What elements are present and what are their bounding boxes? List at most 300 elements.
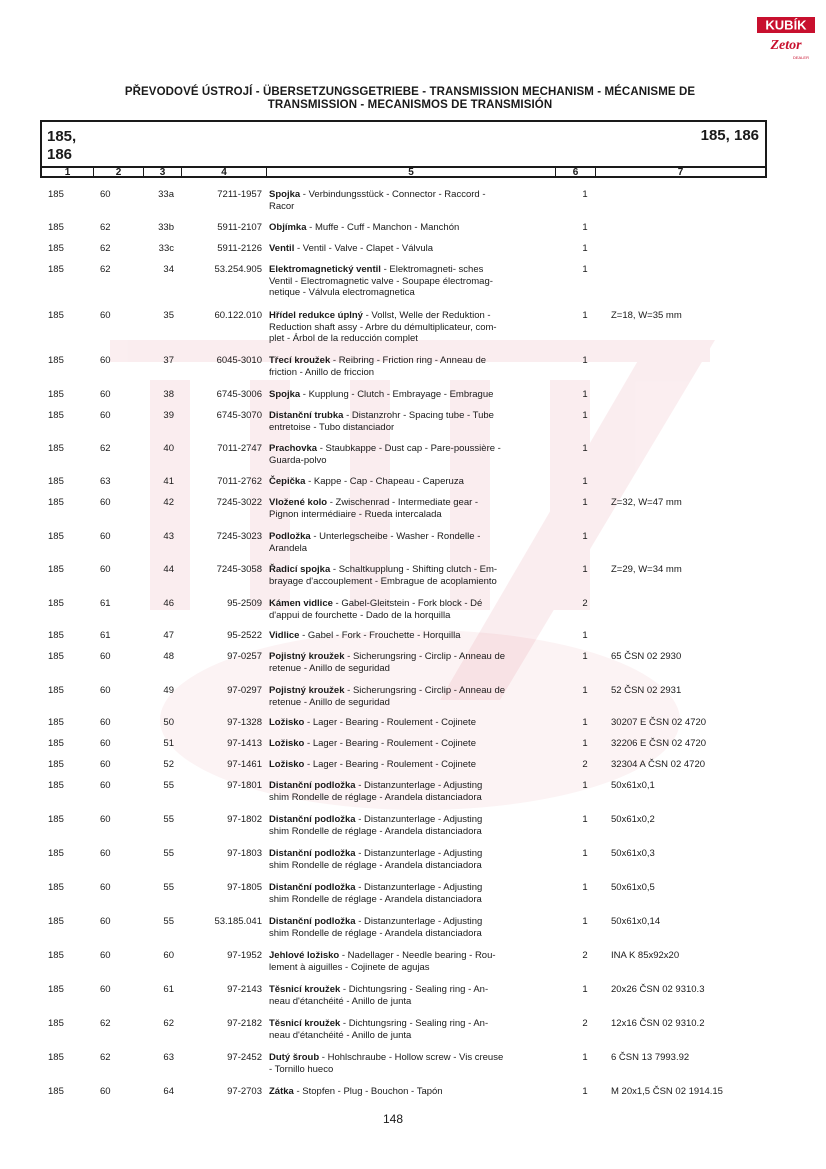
- part-translations: - Sicherungsring - Circlip - Anneau de: [344, 685, 506, 696]
- cell-group: 60: [100, 355, 111, 366]
- cell-part-number: 53.185.041: [214, 916, 262, 927]
- part-translations: - Nadellager - Needle bearing - Rou-: [339, 950, 496, 961]
- cell-quantity: 1: [582, 310, 588, 321]
- cell-note: 50x61x0,14: [611, 916, 661, 927]
- cell-description: [269, 310, 559, 345]
- cell-position: 62: [163, 1018, 174, 1029]
- cell-quantity: 1: [582, 443, 588, 454]
- part-translations: - Sicherungsring - Circlip - Anneau de: [344, 651, 506, 662]
- section-number-right: 185, 186: [700, 127, 759, 144]
- cell-figure: 185: [48, 443, 64, 454]
- cell-description: [269, 882, 559, 905]
- cell-figure: 185: [48, 598, 64, 609]
- cell-part-number: 97-1328: [227, 717, 262, 728]
- part-translations: - Verbindungsstück - Connector - Raccord -: [300, 189, 486, 200]
- part-name: Čepička: [269, 476, 306, 487]
- cell-part-number: 6745-3070: [216, 410, 262, 421]
- part-translations: - Kappe - Cap - Chapeau - Caperuza: [305, 476, 464, 487]
- cell-group: 60: [100, 651, 111, 662]
- cell-position: 64: [163, 1086, 174, 1097]
- cell-figure: 185: [48, 1052, 64, 1063]
- cell-group: 60: [100, 882, 111, 893]
- cell-figure: 185: [48, 759, 64, 770]
- cell-description: [269, 189, 559, 212]
- cell-part-number: 7211-1957: [217, 189, 262, 200]
- cell-part-number: 5911-2107: [217, 222, 262, 233]
- cell-group: 61: [100, 630, 111, 641]
- cell-group: 60: [100, 780, 111, 791]
- cell-part-number: 6745-3006: [216, 389, 262, 400]
- cell-group: 60: [100, 564, 111, 575]
- part-name: Distanční podložka: [269, 882, 356, 893]
- cell-description: [269, 780, 559, 803]
- cell-quantity: 1: [582, 476, 588, 487]
- section-header: [40, 120, 767, 168]
- cell-description: [269, 389, 559, 401]
- part-translations-continued: Guarda-polvo: [269, 454, 327, 466]
- cell-position: 48: [163, 651, 174, 662]
- part-translations: - Distanzunterlage - Adjusting: [355, 848, 483, 859]
- part-name: Zátka: [269, 1086, 294, 1097]
- kubik-zetor-logo: [755, 15, 817, 63]
- column-header-3: 3: [144, 168, 182, 176]
- cell-figure: 185: [48, 882, 64, 893]
- page-title: [80, 86, 740, 112]
- part-translations-continued: shim Rondelle de réglage - Arandela distanciadora: [269, 791, 482, 803]
- cell-position: 33b: [158, 222, 174, 233]
- part-translations-continued: shim Rondelle de réglage - Arandela distanciadora: [269, 893, 482, 905]
- cell-note: 50x61x0,3: [611, 848, 655, 859]
- part-name: Vložené kolo: [269, 497, 328, 508]
- cell-quantity: 1: [582, 848, 588, 859]
- cell-group: 60: [100, 717, 111, 728]
- cell-figure: 185: [48, 410, 64, 421]
- cell-description: [269, 222, 559, 234]
- cell-description: [269, 651, 559, 674]
- part-name: Podložka: [269, 531, 311, 542]
- cell-quantity: 2: [582, 950, 588, 961]
- cell-group: 63: [100, 476, 111, 487]
- part-translations: - Unterlegscheibe - Washer - Rondelle -: [310, 531, 481, 542]
- part-translations-continued: brayage d'accouplement - Embrague de acoplamiento: [269, 575, 497, 587]
- part-translations: - Muffe - Cuff - Manchon - Manchón: [306, 222, 460, 233]
- part-translations: - Elektromagneti- sches: [380, 264, 484, 275]
- cell-quantity: 1: [582, 882, 588, 893]
- cell-quantity: 1: [582, 389, 588, 400]
- cell-description: [269, 443, 559, 466]
- cell-figure: 185: [48, 1018, 64, 1029]
- column-header-7: 7: [677, 167, 684, 178]
- cell-part-number: 97-1413: [227, 738, 262, 749]
- cell-figure: 185: [48, 950, 64, 961]
- cell-description: [269, 564, 559, 587]
- cell-description: [269, 717, 559, 729]
- part-translations: - Distanzunterlage - Adjusting: [355, 916, 483, 927]
- part-translations-continued: retenue - Anillo de seguridad: [269, 696, 390, 708]
- part-translations-continued: lement à aiguilles - Cojinete de agujas: [269, 961, 430, 973]
- svg-text:Zetor: Zetor: [770, 38, 802, 53]
- cell-part-number: 7011-2762: [217, 476, 262, 487]
- part-name: Objímka: [269, 222, 307, 233]
- cell-figure: 185: [48, 717, 64, 728]
- cell-note: Z=18, W=35 mm: [611, 310, 682, 321]
- cell-note: 6 ČSN 13 7993.92: [611, 1052, 690, 1063]
- cell-group: 60: [100, 189, 111, 200]
- cell-position: 60: [163, 950, 174, 961]
- cell-note: 20x26 ČSN 02 9310.3: [611, 984, 705, 995]
- part-name: Distanční trubka: [269, 410, 344, 421]
- cell-figure: 185: [48, 310, 64, 321]
- cell-part-number: 97-1803: [227, 848, 262, 859]
- cell-figure: 185: [48, 389, 64, 400]
- cell-note: Z=29, W=34 mm: [611, 564, 682, 575]
- cell-part-number: 60.122.010: [214, 310, 262, 321]
- part-name: Distanční podložka: [269, 780, 356, 791]
- cell-figure: 185: [48, 848, 64, 859]
- cell-position: 50: [163, 717, 174, 728]
- part-translations-continued: Racor: [269, 200, 295, 212]
- column-header-4: 4: [182, 168, 267, 176]
- cell-group: 62: [100, 1052, 111, 1063]
- cell-part-number: 97-2452: [227, 1052, 262, 1063]
- cell-part-number: 7245-3022: [216, 497, 262, 508]
- cell-quantity: 1: [582, 564, 588, 575]
- part-translations: - Distanzunterlage - Adjusting: [355, 882, 483, 893]
- cell-part-number: 53.254.905: [214, 264, 262, 275]
- cell-group: 62: [100, 1018, 111, 1029]
- cell-group: 62: [100, 243, 111, 254]
- cell-group: 60: [100, 738, 111, 749]
- cell-part-number: 95-2509: [227, 598, 262, 609]
- svg-text:DEALER: DEALER: [792, 55, 810, 60]
- part-translations: - Gabel - Fork - Frouchette - Horquilla: [299, 630, 461, 641]
- cell-note: 52 ČSN 02 2931: [611, 685, 682, 696]
- part-name: Těsnicí kroužek: [269, 984, 341, 995]
- cell-figure: 185: [48, 243, 64, 254]
- cell-position: 37: [163, 355, 174, 366]
- part-translations: - Distanzrohr - Spacing tube - Tube: [343, 410, 494, 421]
- cell-figure: 185: [48, 984, 64, 995]
- cell-position: 61: [163, 984, 174, 995]
- cell-figure: 185: [48, 564, 64, 575]
- cell-group: 60: [100, 310, 111, 321]
- part-name: Distanční podložka: [269, 814, 356, 825]
- cell-description: [269, 984, 559, 1007]
- part-translations-continued: d'appui de fourchette - Dado de la horquilla: [269, 609, 451, 621]
- cell-description: [269, 685, 559, 708]
- cell-description: [269, 738, 559, 750]
- cell-group: 60: [100, 389, 111, 400]
- cell-description: [269, 1018, 559, 1041]
- cell-part-number: 97-1801: [227, 780, 262, 791]
- cell-note: Z=32, W=47 mm: [611, 497, 682, 508]
- cell-figure: 185: [48, 531, 64, 542]
- cell-description: [269, 916, 559, 939]
- cell-quantity: 1: [582, 814, 588, 825]
- part-name: Pojistný kroužek: [269, 685, 345, 696]
- cell-note: 50x61x0,1: [611, 780, 655, 791]
- part-translations: - Vollst, Welle der Reduktion -: [362, 310, 491, 321]
- part-name: Třecí kroužek: [269, 355, 331, 366]
- cell-quantity: 1: [582, 1086, 588, 1097]
- cell-part-number: 7245-3023: [216, 531, 262, 542]
- cell-position: 41: [163, 476, 174, 487]
- part-translations-continued: entretoise - Tubo distanciador: [269, 421, 395, 433]
- cell-part-number: 97-2143: [227, 984, 262, 995]
- cell-part-number: 97-1461: [227, 759, 262, 770]
- cell-description: [269, 264, 559, 299]
- cell-figure: 185: [48, 685, 64, 696]
- part-translations: - Schaltkupplung - Shifting clutch - Em-: [330, 564, 498, 575]
- cell-note: M 20x1,5 ČSN 02 1914.15: [611, 1086, 723, 1097]
- part-translations-continued: shim Rondelle de réglage - Arandela distanciadora: [269, 859, 482, 871]
- part-translations-continued: shim Rondelle de réglage - Arandela distanciadora: [269, 927, 482, 939]
- cell-description: [269, 950, 559, 973]
- cell-position: 55: [163, 848, 174, 859]
- part-name: Ložisko: [269, 717, 305, 728]
- cell-part-number: 7245-3058: [216, 564, 262, 575]
- cell-group: 60: [100, 685, 111, 696]
- cell-group: 60: [100, 814, 111, 825]
- cell-quantity: 1: [582, 355, 588, 366]
- part-translations-continued: neau d'étanchéité - Anillo de junta: [269, 995, 412, 1007]
- cell-figure: 185: [48, 355, 64, 366]
- cell-figure: 185: [48, 222, 64, 233]
- cell-note: 65 ČSN 02 2930: [611, 651, 682, 662]
- cell-position: 63: [163, 1052, 174, 1063]
- part-name: Jehlové ložisko: [269, 950, 340, 961]
- svg-text:KUBÍK: KUBÍK: [765, 17, 807, 33]
- cell-quantity: 1: [582, 1052, 588, 1063]
- part-translations-continued: shim Rondelle de réglage - Arandela distanciadora: [269, 825, 482, 837]
- cell-figure: 185: [48, 1086, 64, 1097]
- part-name: Ložisko: [269, 738, 305, 749]
- cell-group: 62: [100, 222, 111, 233]
- part-translations: - Dichtungsring - Sealing ring - An-: [340, 984, 489, 995]
- cell-group: 62: [100, 264, 111, 275]
- part-name: Distanční podložka: [269, 916, 356, 927]
- cell-quantity: 1: [582, 685, 588, 696]
- cell-description: [269, 497, 559, 520]
- part-translations-continued: retenue - Anillo de seguridad: [269, 662, 390, 674]
- part-translations: - Reibring - Friction ring - Anneau de: [330, 355, 487, 366]
- cell-description: [269, 598, 559, 621]
- cell-group: 60: [100, 950, 111, 961]
- section-number-left: 185, 186: [47, 128, 77, 163]
- cell-position: 39: [163, 410, 174, 421]
- cell-group: 61: [100, 598, 111, 609]
- part-translations: - Hohlschraube - Hollow screw - Vis creuse: [319, 1052, 504, 1063]
- part-translations-continued: - Tornillo hueco: [269, 1063, 334, 1075]
- cell-figure: 185: [48, 189, 64, 200]
- part-name: Kámen vidlice: [269, 598, 333, 609]
- cell-note: 12x16 ČSN 02 9310.2: [611, 1018, 705, 1029]
- cell-figure: 185: [48, 264, 64, 275]
- cell-description: [269, 355, 559, 378]
- cell-position: 38: [163, 389, 174, 400]
- cell-quantity: 1: [582, 630, 588, 641]
- cell-quantity: 1: [582, 497, 588, 508]
- cell-group: 60: [100, 1086, 111, 1097]
- cell-figure: 185: [48, 814, 64, 825]
- cell-group: 62: [100, 443, 111, 454]
- part-name: Vidlice: [269, 630, 300, 641]
- cell-position: 42: [163, 497, 174, 508]
- part-translations: - Lager - Bearing - Roulement - Cojinete: [304, 759, 476, 770]
- part-translations: - Distanzunterlage - Adjusting: [355, 814, 483, 825]
- cell-quantity: 2: [582, 1018, 588, 1029]
- cell-figure: 185: [48, 916, 64, 927]
- part-translations: - Kupplung - Clutch - Embrayage - Embrague: [300, 389, 494, 400]
- cell-quantity: 1: [582, 222, 588, 233]
- part-name: Prachovka: [269, 443, 318, 454]
- cell-figure: 185: [48, 476, 64, 487]
- cell-group: 60: [100, 848, 111, 859]
- cell-position: 47: [163, 630, 174, 641]
- cell-group: 60: [100, 410, 111, 421]
- part-translations-continued: Reduction shaft assy - Arbre du démultiplicateur, com-: [269, 321, 497, 333]
- cell-position: 33a: [158, 189, 174, 200]
- cell-position: 49: [163, 685, 174, 696]
- part-translations-continued: Pignon intermédiaire - Rueda intercalada: [269, 508, 442, 520]
- cell-note: 32304 A ČSN 02 4720: [611, 759, 706, 770]
- cell-position: 33c: [158, 243, 174, 254]
- part-translations-continued: Arandela: [269, 542, 308, 554]
- cell-group: 60: [100, 497, 111, 508]
- part-name: Spojka: [269, 189, 301, 200]
- part-name: Ventil: [269, 243, 295, 254]
- cell-figure: 185: [48, 780, 64, 791]
- title-line-2: TRANSMISSION - MECANISMOS DE TRANSMISIÓN: [267, 99, 553, 111]
- cell-position: 55: [163, 814, 174, 825]
- cell-quantity: 2: [582, 598, 588, 609]
- part-translations: - Gabel-Gleitstein - Fork block - Dé: [332, 598, 483, 609]
- cell-position: 35: [163, 310, 174, 321]
- cell-note: 50x61x0,2: [611, 814, 655, 825]
- cell-quantity: 1: [582, 780, 588, 791]
- part-translations-continued: netique - Válvula electromagnetica: [269, 287, 415, 298]
- part-translations: - Zwischenrad - Intermediate gear -: [327, 497, 479, 508]
- part-translations: - Lager - Bearing - Roulement - Cojinete: [304, 717, 476, 728]
- cell-note: 50x61x0,5: [611, 882, 655, 893]
- cell-quantity: 1: [582, 916, 588, 927]
- part-translations: - Lager - Bearing - Roulement - Cojinete: [304, 738, 476, 749]
- cell-description: [269, 848, 559, 871]
- cell-description: [269, 410, 559, 433]
- column-header-1: 1: [42, 168, 94, 176]
- column-headers: [40, 166, 767, 178]
- cell-part-number: 97-1805: [227, 882, 262, 893]
- cell-quantity: 1: [582, 984, 588, 995]
- part-name: Těsnicí kroužek: [269, 1018, 341, 1029]
- cell-note: 32206 E ČSN 02 4720: [611, 738, 707, 749]
- cell-quantity: 1: [582, 651, 588, 662]
- cell-part-number: 5911-2126: [217, 243, 262, 254]
- cell-description: [269, 759, 559, 771]
- cell-group: 60: [100, 916, 111, 927]
- part-translations-continued: Ventil - Electromagnetic valve - Soupape électromag-: [269, 275, 493, 287]
- cell-note: INA K 85x92x20: [611, 950, 680, 961]
- cell-figure: 185: [48, 738, 64, 749]
- page-number: 148: [383, 1112, 404, 1126]
- cell-quantity: 2: [582, 759, 588, 770]
- cell-description: [269, 531, 559, 554]
- cell-quantity: 1: [582, 189, 588, 200]
- cell-position: 51: [163, 738, 174, 749]
- cell-position: 55: [163, 882, 174, 893]
- column-header-5: 5: [267, 168, 556, 176]
- cell-position: 52: [163, 759, 174, 770]
- cell-quantity: 1: [582, 243, 588, 254]
- cell-figure: 185: [48, 651, 64, 662]
- cell-description: [269, 243, 559, 255]
- part-name: Dutý šroub: [269, 1052, 320, 1063]
- cell-group: 60: [100, 984, 111, 995]
- cell-position: 46: [163, 598, 174, 609]
- part-name: Spojka: [269, 389, 301, 400]
- cell-position: 40: [163, 443, 174, 454]
- cell-part-number: 97-1952: [227, 950, 262, 961]
- part-translations: - Staubkappe - Dust cap - Pare-poussière -: [317, 443, 501, 454]
- cell-position: 43: [163, 531, 174, 542]
- cell-description: [269, 476, 559, 488]
- cell-part-number: 97-2182: [227, 1018, 262, 1029]
- part-name: Hřídel redukce úplný: [269, 310, 363, 321]
- part-translations: - Ventil - Valve - Clapet - Válvula: [294, 243, 434, 254]
- cell-figure: 185: [48, 497, 64, 508]
- part-translations: - Distanzunterlage - Adjusting: [355, 780, 483, 791]
- cell-position: 44: [163, 564, 174, 575]
- part-translations: - Dichtungsring - Sealing ring - An-: [340, 1018, 489, 1029]
- part-translations-continued: plet - Árbol de la reducción complet: [269, 333, 418, 344]
- cell-part-number: 97-0297: [227, 685, 262, 696]
- cell-quantity: 1: [582, 531, 588, 542]
- cell-group: 60: [100, 531, 111, 542]
- cell-quantity: 1: [582, 717, 588, 728]
- part-name: Distanční podložka: [269, 848, 356, 859]
- cell-position: 34: [163, 264, 174, 275]
- part-name: Ložisko: [269, 759, 305, 770]
- cell-part-number: 97-0257: [227, 651, 262, 662]
- cell-quantity: 1: [582, 738, 588, 749]
- cell-quantity: 1: [582, 410, 588, 421]
- cell-description: [269, 1086, 559, 1098]
- title-line-1: PŘEVODOVÉ ÚSTROJÍ - ÜBERSETZUNGSGETRIEBE - TRANSMISSION MECHANISM - MÉCANISME DE: [124, 86, 696, 98]
- cell-description: [269, 814, 559, 837]
- cell-part-number: 97-1802: [227, 814, 262, 825]
- cell-note: 30207 E ČSN 02 4720: [611, 717, 707, 728]
- part-translations-continued: friction - Anillo de friccion: [269, 366, 375, 378]
- part-name: Elektromagnetický ventil: [269, 264, 381, 275]
- part-translations: - Stopfen - Plug - Bouchon - Tapón: [293, 1086, 443, 1097]
- cell-quantity: 1: [582, 264, 588, 275]
- cell-part-number: 97-2703: [227, 1086, 262, 1097]
- cell-part-number: 6045-3010: [216, 355, 262, 366]
- cell-group: 60: [100, 759, 111, 770]
- cell-part-number: 7011-2747: [217, 443, 262, 454]
- part-name: Pojistný kroužek: [269, 651, 345, 662]
- cell-description: [269, 630, 559, 642]
- cell-position: 55: [163, 780, 174, 791]
- column-header-2: 2: [94, 168, 144, 176]
- cell-description: [269, 1052, 559, 1075]
- cell-position: 55: [163, 916, 174, 927]
- cell-part-number: 95-2522: [227, 630, 262, 641]
- part-name: Řadicí spojka: [269, 564, 331, 575]
- column-header-6: 6: [556, 168, 596, 176]
- cell-figure: 185: [48, 630, 64, 641]
- part-translations-continued: neau d'étanchéité - Anillo de junta: [269, 1029, 412, 1041]
